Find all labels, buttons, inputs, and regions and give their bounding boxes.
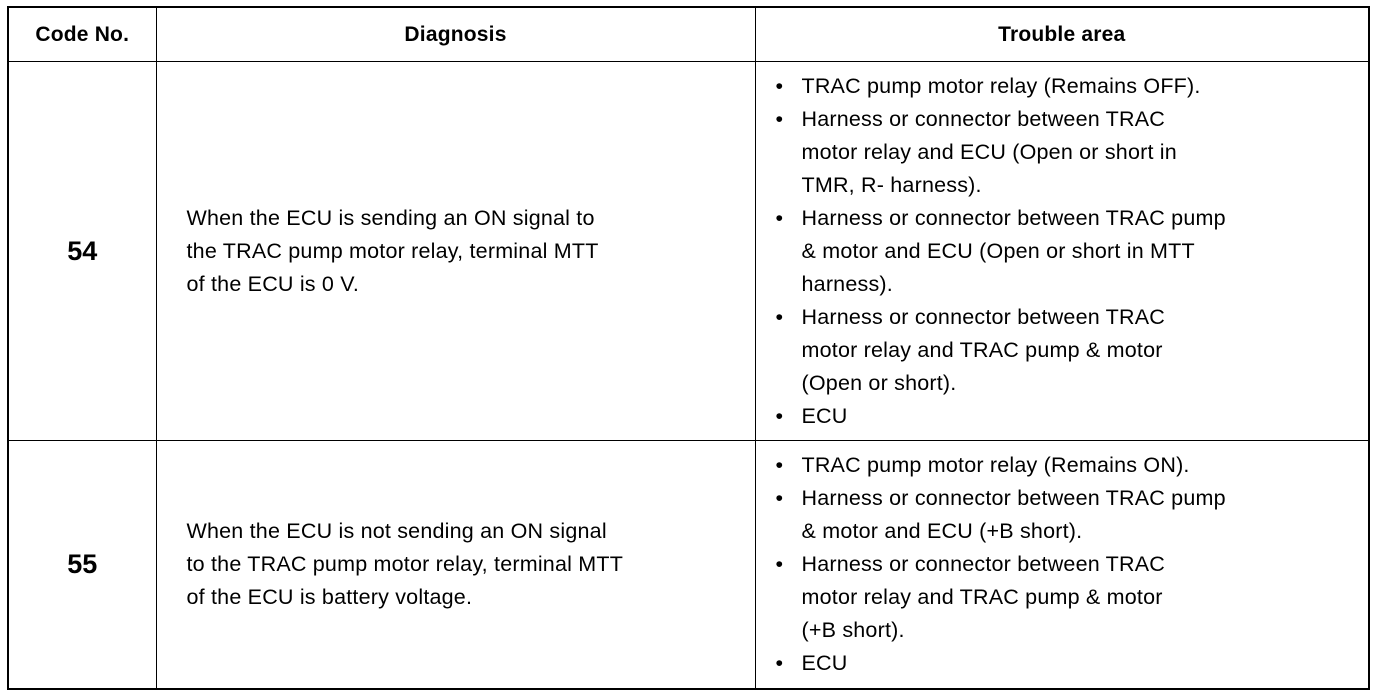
trouble-area-list (755, 441, 1369, 689)
list-item-line: TMR, R- harness). (801, 173, 982, 197)
list-item (772, 202, 1359, 301)
diagnosis-line: When the ECU is not sending an ON signal (186, 518, 607, 543)
diagnosis-line: of the ECU is battery voltage. (186, 584, 473, 609)
list-item (772, 400, 1359, 433)
list-item (772, 548, 1359, 647)
diagnosis-line: When the ECU is sending an ON signal to (186, 205, 595, 230)
table-row (8, 62, 1369, 441)
list-item-line: TRAC pump motor relay (Remains OFF). (801, 74, 1201, 98)
diagnosis-line: the TRAC pump motor relay, terminal MTT (186, 238, 599, 263)
list-item-line: Harness or connector between TRAC (801, 552, 1166, 577)
list-item-line: harness). (801, 272, 893, 296)
header-trouble-area: Trouble area (755, 7, 1369, 62)
list-item-line: TRAC pump motor relay (Remains ON). (801, 453, 1190, 478)
diagnosis-text (156, 441, 755, 689)
header-diagnosis: Diagnosis (156, 7, 755, 62)
diagnostic-code-table (7, 6, 1370, 690)
list-item-line: Harness or connector between TRAC (801, 305, 1166, 329)
list-item-line: & motor and ECU (+B short). (801, 519, 1083, 544)
list-item-line: ECU (801, 404, 848, 428)
list-item (772, 103, 1359, 202)
diagnosis-text (156, 62, 755, 441)
table-row (8, 441, 1369, 689)
list-item-line: motor relay and TRAC pump & motor (801, 585, 1163, 610)
header-code-no: Code No. (8, 7, 156, 62)
header-row (8, 7, 1369, 62)
list-item-line: (Open or short). (801, 371, 957, 395)
code-number: 54 (8, 62, 156, 441)
list-item (772, 70, 1359, 103)
diagnosis-line: to the TRAC pump motor relay, terminal MTT (186, 551, 624, 576)
list-item-line: ECU (801, 651, 848, 676)
list-item-line: motor relay and ECU (Open or short in (801, 140, 1177, 164)
list-item-line: Harness or connector between TRAC pump (801, 486, 1226, 511)
code-number: 55 (8, 441, 156, 689)
diagnosis-line: of the ECU is 0 V. (186, 271, 360, 296)
list-item-line: & motor and ECU (Open or short in MTT (801, 239, 1195, 263)
list-item-line: motor relay and TRAC pump & motor (801, 338, 1163, 362)
list-item (772, 449, 1359, 482)
trouble-area-list (755, 62, 1369, 441)
list-item-line: Harness or connector between TRAC (801, 107, 1166, 131)
list-item (772, 482, 1359, 548)
list-item (772, 647, 1359, 680)
list-item-line: (+B short). (801, 618, 905, 643)
list-item-line: Harness or connector between TRAC pump (801, 206, 1226, 230)
list-item (772, 301, 1359, 400)
